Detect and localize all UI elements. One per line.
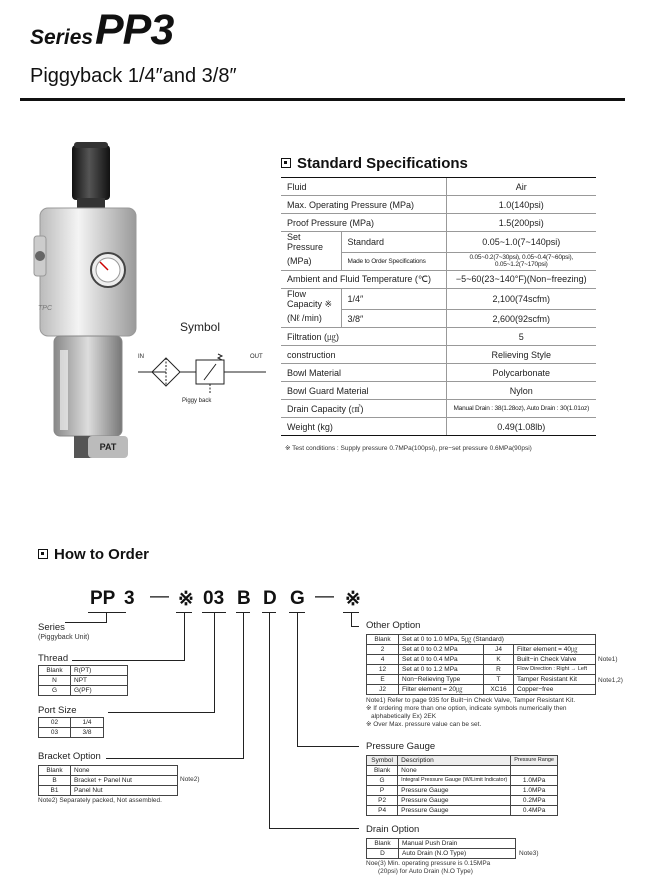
pat-badge: PAT bbox=[88, 436, 128, 458]
code-dash-1: — bbox=[150, 586, 169, 607]
thread-label: Thread bbox=[38, 653, 69, 664]
spec-label: Weight (kg) bbox=[281, 418, 446, 436]
table-cell: 02 bbox=[39, 718, 71, 728]
spec-value: 0.05~1.0(7~140psi) bbox=[446, 232, 596, 253]
table-row bbox=[367, 786, 558, 796]
table-row bbox=[39, 676, 128, 686]
table-cell: Integral Pressure Gauge (W/Limit Indicator) bbox=[398, 776, 511, 786]
table-cell: Set at 0 to 0.4 MPa bbox=[399, 655, 484, 665]
table-row bbox=[39, 766, 178, 776]
table-cell: Manual Push Drain bbox=[399, 839, 516, 849]
order-title bbox=[38, 546, 149, 563]
spec-value: 1.5(200psi) bbox=[446, 214, 596, 232]
table-row bbox=[39, 718, 104, 728]
table-cell: E bbox=[367, 675, 399, 685]
code-bracket: B bbox=[237, 588, 251, 609]
connector-thread-h bbox=[72, 660, 185, 661]
spec-label: Bowl Material bbox=[281, 364, 446, 382]
drain-table bbox=[366, 838, 516, 859]
connector-series-h bbox=[65, 622, 107, 623]
bracket-note-ref: Note2) bbox=[180, 776, 200, 783]
spec-sublabel: Made to Order Specifications bbox=[341, 252, 446, 270]
table-cell: B1 bbox=[39, 786, 71, 796]
product-image bbox=[32, 140, 142, 450]
gauge-label: Pressure Gauge bbox=[366, 741, 436, 752]
spec-label: Drain Capacity (㎤) bbox=[281, 400, 446, 418]
table-cell: J2 bbox=[367, 685, 399, 695]
table-cell: Set at 0 to 0.2 MPa bbox=[399, 645, 484, 655]
spec-row bbox=[281, 418, 596, 436]
table-cell: NPT bbox=[71, 676, 128, 686]
table-cell: Pressure Gauge bbox=[398, 796, 511, 806]
table-cell: 1.0MPa bbox=[511, 786, 558, 796]
table-row bbox=[367, 839, 516, 849]
spec-value: Manual Drain : 38(1.28oz), Auto Drain : 30(1.01oz) bbox=[446, 400, 596, 418]
other-option-label: Other Option bbox=[366, 620, 421, 631]
spec-row bbox=[281, 214, 596, 232]
spec-label: Max. Operating Pressure (MPa) bbox=[281, 196, 446, 214]
table-row bbox=[367, 665, 596, 675]
table-row bbox=[367, 655, 596, 665]
series-word: Series bbox=[30, 26, 94, 49]
connector-gauge-h bbox=[297, 746, 359, 747]
spec-row bbox=[281, 382, 596, 400]
spec-note: ※ Test conditions : Supply pressure 0.7MPa(100psi), pre−set pressure 0.6MPa(90psi) bbox=[285, 445, 532, 452]
spec-row bbox=[281, 364, 596, 382]
connector-drain-h bbox=[269, 828, 359, 829]
spec-value: 2,100(74scfm) bbox=[446, 288, 596, 310]
table-cell: 3/8 bbox=[71, 728, 104, 738]
table-cell: G bbox=[39, 686, 71, 696]
spec-value: 5 bbox=[446, 328, 596, 346]
order-title-text: How to Order bbox=[54, 546, 150, 563]
table-cell: D bbox=[367, 849, 399, 859]
bracket-note: Note2) Separately packed, Not assembled. bbox=[38, 797, 162, 804]
code-dash-2: — bbox=[315, 586, 334, 607]
table-row bbox=[367, 806, 558, 816]
connector-drain bbox=[269, 612, 270, 828]
bracket-label: Bracket Option bbox=[38, 751, 101, 762]
connector-port bbox=[214, 612, 215, 712]
table-cell: P2 bbox=[367, 796, 398, 806]
code-version: 3 bbox=[124, 588, 135, 609]
table-cell: Auto Drain (N.O Type) bbox=[399, 849, 516, 859]
table-cell: G(PF) bbox=[71, 686, 128, 696]
spec-row bbox=[281, 232, 596, 253]
table-cell: Blank bbox=[367, 839, 399, 849]
table-row bbox=[367, 756, 558, 766]
spec-label: Ambient and Fluid Temperature (℃) bbox=[281, 270, 446, 288]
table-row bbox=[39, 686, 128, 696]
table-cell: XC16 bbox=[484, 685, 514, 695]
table-cell: 4 bbox=[367, 655, 399, 665]
table-cell: Bracket + Panel Nut bbox=[71, 776, 178, 786]
drain-note-line: Noe(3) Min. operating pressure is 0.15MPa bbox=[366, 860, 491, 867]
connector-port-h bbox=[108, 712, 215, 713]
port-size-label: Port Size bbox=[38, 705, 77, 716]
spec-value: Nylon bbox=[446, 382, 596, 400]
table-cell: Blank bbox=[367, 635, 399, 645]
spec-row bbox=[281, 328, 596, 346]
table-cell: 12 bbox=[367, 665, 399, 675]
table-cell: P bbox=[367, 786, 398, 796]
table-cell: Blank bbox=[367, 766, 398, 776]
table-cell: 1.0MPa bbox=[511, 776, 558, 786]
table-row bbox=[367, 685, 596, 695]
spec-title-text: Standard Specifications bbox=[297, 155, 468, 172]
thread-table bbox=[38, 665, 128, 696]
section-bullet-icon bbox=[38, 549, 48, 559]
table-header: Symbol bbox=[367, 756, 398, 766]
table-row bbox=[367, 645, 596, 655]
page-subtitle: Piggyback 1/4″and 3/8″ bbox=[30, 65, 237, 87]
table-cell: None bbox=[71, 766, 178, 776]
other-note-line: ※ Over Max. pressure value can be set. bbox=[366, 721, 482, 728]
table-cell: Panel Nut bbox=[71, 786, 178, 796]
table-cell: Tamper Resistant Kit bbox=[514, 675, 596, 685]
table-row bbox=[39, 786, 178, 796]
spec-row bbox=[281, 196, 596, 214]
underline-series bbox=[88, 612, 126, 613]
table-cell: Built−in Check Valve bbox=[514, 655, 596, 665]
spec-value: 0.05~0.2(7~30psi), 0.05~0.4(7~60psi), 0.05~1.2(7~170psi) bbox=[446, 252, 596, 270]
table-cell: Set at 0 to 1.2 MPa bbox=[399, 665, 484, 675]
table-row bbox=[367, 849, 516, 859]
connector-gauge bbox=[297, 612, 298, 746]
spec-label: (Nℓ /min) bbox=[281, 310, 341, 328]
spec-label: Flow Capacity ※ bbox=[287, 288, 333, 309]
table-cell: Filter element = 20㎍ bbox=[399, 685, 484, 695]
table-cell: K bbox=[484, 655, 514, 665]
port-size-table bbox=[38, 717, 104, 738]
table-row bbox=[39, 776, 178, 786]
table-cell: R bbox=[484, 665, 514, 675]
table-cell: Copper−free bbox=[514, 685, 596, 695]
spec-label: construction bbox=[281, 346, 446, 364]
table-cell: Pressure Gauge bbox=[398, 786, 511, 796]
table-cell: N bbox=[39, 676, 71, 686]
other-note-line: alphabetically Ex) 2EK bbox=[371, 713, 437, 720]
spec-label: (MPa) bbox=[281, 252, 341, 270]
symbol-diagram bbox=[138, 350, 268, 410]
symbol-in-label: IN bbox=[138, 354, 144, 360]
table-row bbox=[367, 766, 558, 776]
symbol-caption: Piggy back bbox=[182, 398, 212, 404]
spec-label: Bowl Guard Material bbox=[281, 382, 446, 400]
spec-table bbox=[281, 177, 596, 436]
table-header: Description bbox=[398, 756, 511, 766]
spec-row bbox=[281, 178, 596, 196]
table-row bbox=[367, 675, 596, 685]
other-note-ref-1: Note1) bbox=[598, 656, 618, 663]
header-rule bbox=[20, 98, 625, 101]
other-option-table bbox=[366, 634, 596, 695]
spec-title bbox=[281, 155, 468, 172]
table-cell: T bbox=[484, 675, 514, 685]
spec-label: Fluid bbox=[281, 178, 446, 196]
connector-other bbox=[351, 612, 352, 626]
product-illustration bbox=[32, 140, 142, 460]
spec-label: Proof Pressure (MPa) bbox=[281, 214, 446, 232]
spec-row bbox=[281, 270, 596, 288]
table-row bbox=[39, 666, 128, 676]
connector-other-h bbox=[351, 626, 359, 627]
drain-note-line: (20psi) for Auto Drain (N.O Type) bbox=[378, 868, 473, 875]
table-row bbox=[367, 796, 558, 806]
spec-value: 0.49(1.08lb) bbox=[446, 418, 596, 436]
spec-value: Relieving Style bbox=[446, 346, 596, 364]
code-port: 03 bbox=[203, 588, 225, 609]
spec-sublabel: Standard bbox=[341, 232, 446, 253]
spec-row bbox=[281, 400, 596, 418]
drain-label: Drain Option bbox=[366, 824, 420, 835]
spec-value: Air bbox=[446, 178, 596, 196]
spec-sublabel: 3/8″ bbox=[341, 310, 446, 328]
series-code: PP3 bbox=[95, 6, 174, 54]
symbol-title: Symbol bbox=[180, 320, 221, 334]
code-thread: ※ bbox=[178, 589, 194, 610]
table-cell: P4 bbox=[367, 806, 398, 816]
symbol-graphic bbox=[138, 350, 268, 400]
table-cell: 1/4 bbox=[71, 718, 104, 728]
bracket-table bbox=[38, 765, 178, 796]
table-cell: Pressure Gauge bbox=[398, 806, 511, 816]
table-cell: G bbox=[367, 776, 398, 786]
table-cell: 0.2MPa bbox=[511, 796, 558, 806]
series-sublabel: (Piggyback Unit) bbox=[38, 634, 90, 641]
table-cell: Blank bbox=[39, 766, 71, 776]
table-cell: B bbox=[39, 776, 71, 786]
spec-row bbox=[281, 346, 596, 364]
spec-value: −5~60(23~140°F)(Non−freezing) bbox=[446, 270, 596, 288]
drain-note-ref: Note3) bbox=[519, 850, 539, 857]
table-cell: 2 bbox=[367, 645, 399, 655]
brand-mark: TPC bbox=[38, 305, 52, 312]
spec-row bbox=[281, 310, 596, 328]
spec-row bbox=[281, 288, 596, 310]
table-row bbox=[367, 635, 596, 645]
table-cell: Filter element = 40㎍ bbox=[514, 645, 596, 655]
table-cell: J4 bbox=[484, 645, 514, 655]
connector-series bbox=[106, 612, 107, 622]
table-cell: Set at 0 to 1.0 MPa, 5㎍ (Standard) bbox=[399, 635, 596, 645]
other-note-line: Note1) Refer to page 935 for Built−in Check Valve, Tamper Resistant Kit. bbox=[366, 697, 576, 704]
series-label: Series bbox=[38, 622, 65, 633]
spec-label: Set Pressure bbox=[287, 232, 324, 252]
table-cell: None bbox=[398, 766, 511, 776]
spec-sublabel: 1/4″ bbox=[341, 288, 446, 310]
drain-notes bbox=[366, 860, 490, 876]
other-note-ref-2: Note1,2) bbox=[598, 677, 623, 684]
spec-value: Polycarbonate bbox=[446, 364, 596, 382]
table-header: Pressure Range bbox=[511, 756, 558, 766]
table-cell bbox=[511, 766, 558, 776]
table-cell: Flow Direction : Right → Left bbox=[514, 665, 596, 675]
code-drain: D bbox=[263, 588, 277, 609]
table-cell: Blank bbox=[39, 666, 71, 676]
connector-bracket bbox=[243, 612, 244, 758]
table-cell: Non−Relieving Type bbox=[399, 675, 484, 685]
table-row bbox=[39, 728, 104, 738]
spec-row bbox=[281, 252, 596, 270]
other-notes bbox=[366, 697, 575, 729]
table-cell: 0.4MPa bbox=[511, 806, 558, 816]
code-other: ※ bbox=[345, 589, 361, 610]
table-cell: R(PT) bbox=[71, 666, 128, 676]
other-note-line: ※ If ordering more than one option, indicate symbols numerically then bbox=[366, 705, 567, 712]
connector-thread bbox=[184, 612, 185, 660]
table-row bbox=[367, 776, 558, 786]
code-gauge: G bbox=[290, 588, 305, 609]
spec-value: 1.0(140psi) bbox=[446, 196, 596, 214]
spec-label: Filtration (㎍) bbox=[281, 328, 446, 346]
connector-bracket-h bbox=[106, 758, 244, 759]
table-cell: 03 bbox=[39, 728, 71, 738]
code-series: PP bbox=[90, 588, 116, 609]
gauge-table bbox=[366, 755, 558, 816]
section-bullet-icon bbox=[281, 158, 291, 168]
spec-value: 2,600(92scfm) bbox=[446, 310, 596, 328]
symbol-out-label: OUT bbox=[250, 354, 263, 360]
